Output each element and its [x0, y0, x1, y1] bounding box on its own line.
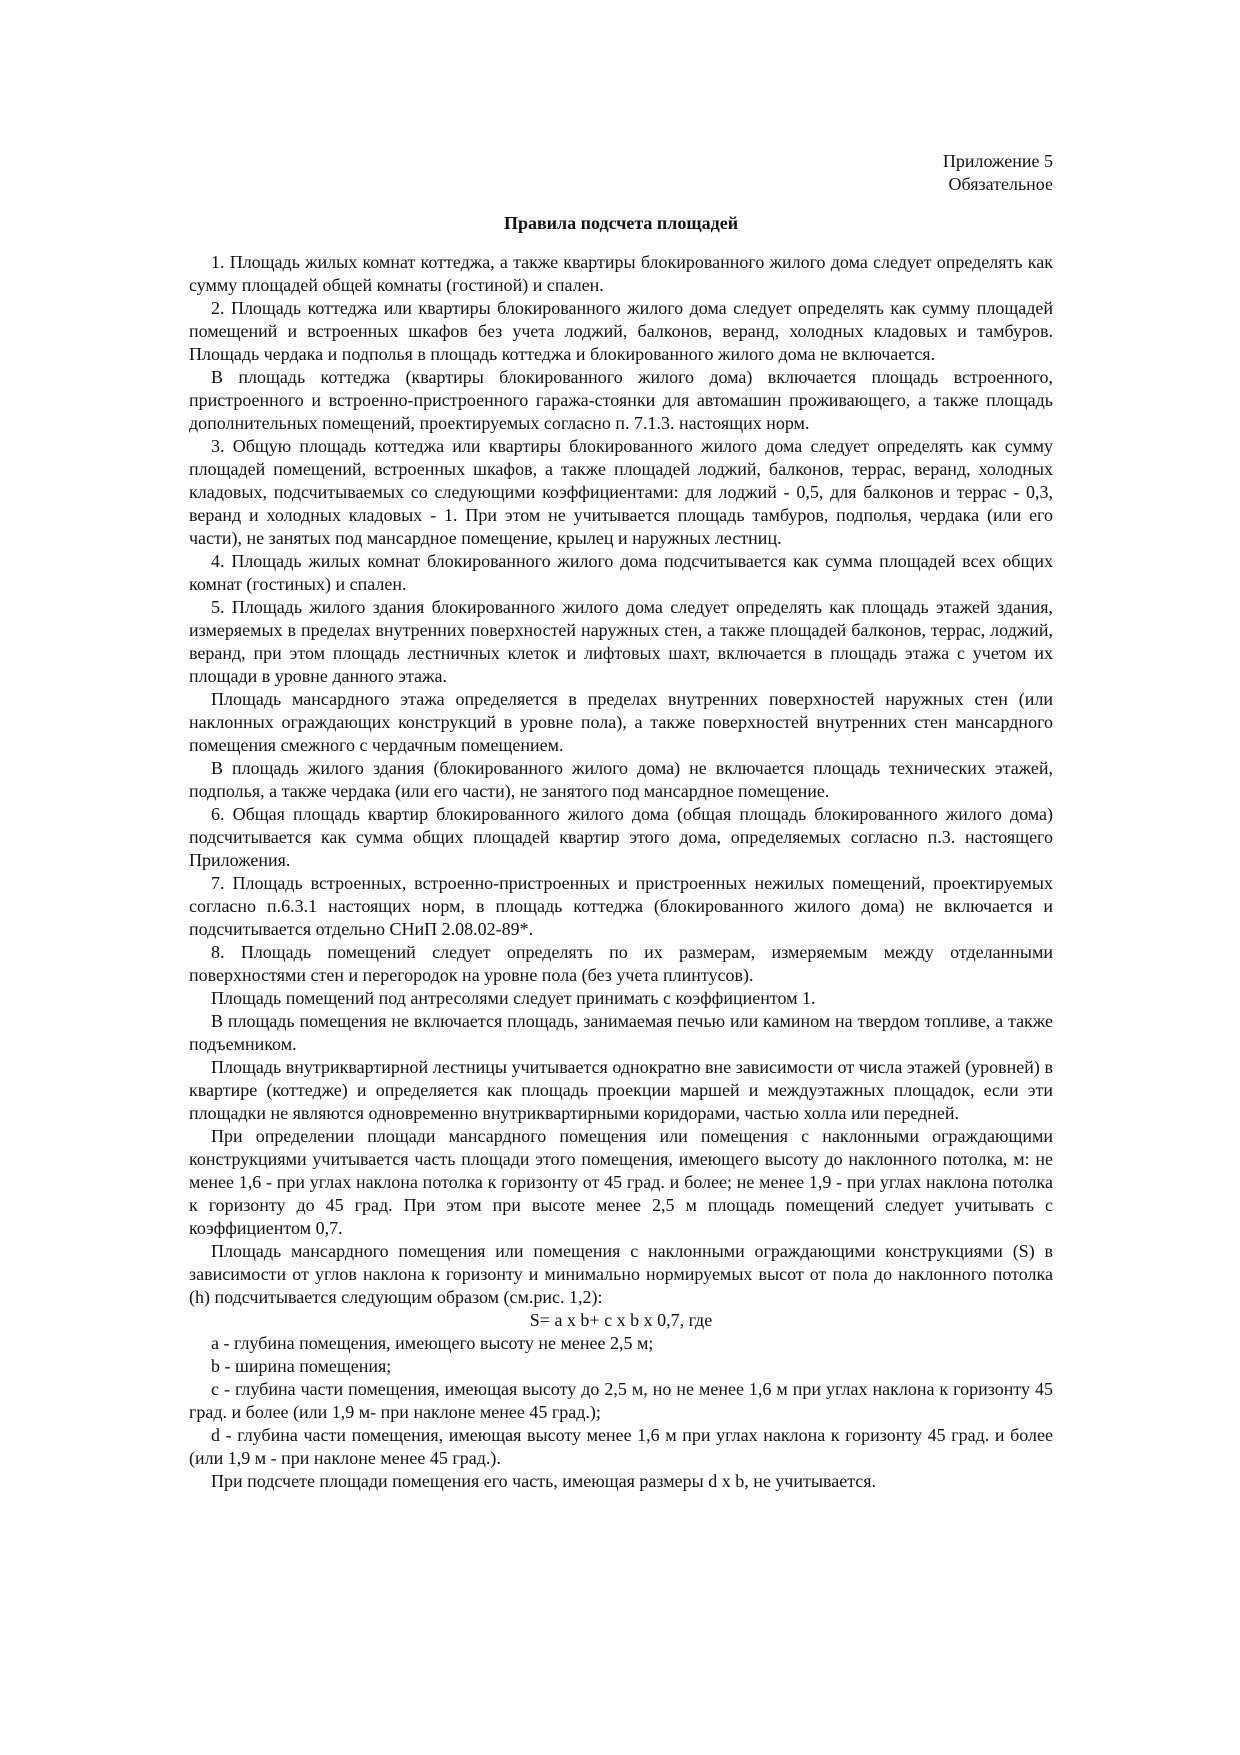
body-text [189, 251, 1053, 1493]
paragraph-6: 6. Общая площадь квартир блокированного жилого дома (общая площадь блокированного жилого дома) подсчитывается как сумма общих площадей квартир этого дома, определяемых согласно п.3. настоящего Приложения. [189, 804, 1053, 870]
paragraph-8-staircase: Площадь внутриквартирной лестницы учитывается однократно вне зависимости от числа этажей (уровней) в квартире (коттедже) и определяется как площадь проекции маршей и междуэтажных площадок, если эти площадки не являются одновременно внутриквартирными коридорами, частью холла или передней. [189, 1057, 1053, 1123]
paragraph-5-exclusions: В площадь жилого здания (блокированного жилого дома) не включается площадь технических этажей, подполья, а также чердака (или его части), не занятого под мансардное помещение. [189, 758, 1053, 801]
paragraph-3: 3. Общую площадь коттеджа или квартиры блокированного жилого дома следует определять как сумму площадей помещений, встроенных шкафов, а также площадей лоджий, балконов, террас, веранд, холодных кладовых, подсчитываемых со следующими коэффициентами: для лоджий - 0,5, для балконов и террас - 0,3, веранд и холодных кладовых - 1. При этом не учитывается площадь тамбуров, подполья, чердака (или его части), не занятых под мансардное помещение, крылец и наружных лестниц. [189, 436, 1053, 548]
paragraph-5-mansard: Площадь мансардного этажа определяется в пределах внутренних поверхностей наружных стен (или наклонных ограждающих конструкций в уровне пола), а также поверхностей внутренних стен мансардного помещения смежного с чердачным помещением. [189, 689, 1053, 755]
paragraph-1: 1. Площадь жилых комнат коттеджа, а также квартиры блокированного жилого дома следует определять как сумму площадей общей комнаты (гостиной) и спален. [189, 252, 1053, 295]
paragraph-8-stove: В площадь помещения не включается площадь, занимаемая печью или камином на твердом топливе, а также подъемником. [189, 1011, 1053, 1054]
paragraph-2-garage: В площадь коттеджа (квартиры блокированного жилого дома) включается площадь встроенного, пристроенного и встроенно-пристроенного гаража-стоянки для автомашин проживающего, а также площадь дополнительных помещений, проектируемых согласно п. 7.1.3. настоящих норм. [189, 367, 1053, 433]
area-formula: S= a x b+ c x b x 0,7, где [529, 1310, 713, 1330]
document-page [189, 150, 1053, 1493]
final-note: При подсчете площади помещения его часть, имеющая размеры d x b, не учитывается. [211, 1471, 877, 1491]
paragraph-2: 2. Площадь коттеджа или квартиры блокированного жилого дома следует определять как сумму площадей помещений и встроенных шкафов без учета лоджий, балконов, веранд, холодных кладовых и тамбуров. Площадь чердака и подполья в площадь коттеджа и блокированного жилого дома не включается. [189, 298, 1053, 364]
document-title: Правила подсчета площадей [503, 213, 739, 233]
paragraph-8-sloped-ceiling: При определении площади мансардного помещения или помещения с наклонными ограждающими конструкциями учитывается часть площади этого помещения, имеющего высоту до наклонного потолка, м: не менее 1,6 - при углах наклона потолка к горизонту от 45 град. и более; не менее 1,9 - при углах наклона потолка к горизонту до 45 град. При этом при высоте менее 2,5 м площадь помещений следует учитывать с коэффициентом 0,7. [189, 1126, 1053, 1238]
paragraph-5: 5. Площадь жилого здания блокированного жилого дома следует определять как площадь этажей здания, измеряемых в пределах внутренних поверхностей наружных стен, а также площадей балконов, террас, лоджий, веранд, при этом площадь лестничных клеток и лифтовых шахт, включается в площадь этажа с учетом их площади в уровне данного этажа. [189, 597, 1053, 686]
appendix-status: Обязательное [948, 174, 1053, 194]
appendix-label: Приложение 5 [942, 151, 1053, 171]
definition-c: c - глубина части помещения, имеющая высоту до 2,5 м, но не менее 1,6 м при углах наклона к горизонту 45 град. и более (или 1,9 м- при наклоне менее 45 град.); [189, 1379, 1053, 1422]
paragraph-7: 7. Площадь встроенных, встроенно-пристроенных и пристроенных нежилых помещений, проектируемых согласно п.6.3.1 настоящих норм, в площадь коттеджа (блокированного жилого дома) не включается и подсчитывается отдельно СНиП 2.08.02-89*. [189, 873, 1053, 939]
definition-d: d - глубина части помещения, имеющая высоту менее 1,6 м при углах наклона к горизонту 45 град. и более (или 1,9 м - при наклоне менее 45 град.). [189, 1425, 1053, 1468]
paragraph-8-mezzanine: Площадь помещений под антресолями следует принимать с коэффициентом 1. [211, 988, 816, 1008]
paragraph-8-area-calc: Площадь мансардного помещения или помещения с наклонными ограждающими конструкциями (S) в зависимости от углов наклона к горизонту и минимально нормируемых высот от пола до наклонного потолка (h) подсчитывается следующим образом (см.рис. 1,2): [189, 1241, 1053, 1307]
definition-b: b - ширина помещения; [211, 1356, 392, 1376]
paragraph-8: 8. Площадь помещений следует определять по их размерам, измеряемым между отделанными поверхностями стен и перегородок на уровне пола (без учета плинтусов). [189, 942, 1053, 985]
definition-a: a - глубина помещения, имеющего высоту не менее 2,5 м; [211, 1333, 654, 1353]
appendix-header [189, 150, 1053, 196]
paragraph-4: 4. Площадь жилых комнат блокированного жилого дома подсчитывается как сумма площадей всех общих комнат (гостиных) и спален. [189, 551, 1053, 594]
